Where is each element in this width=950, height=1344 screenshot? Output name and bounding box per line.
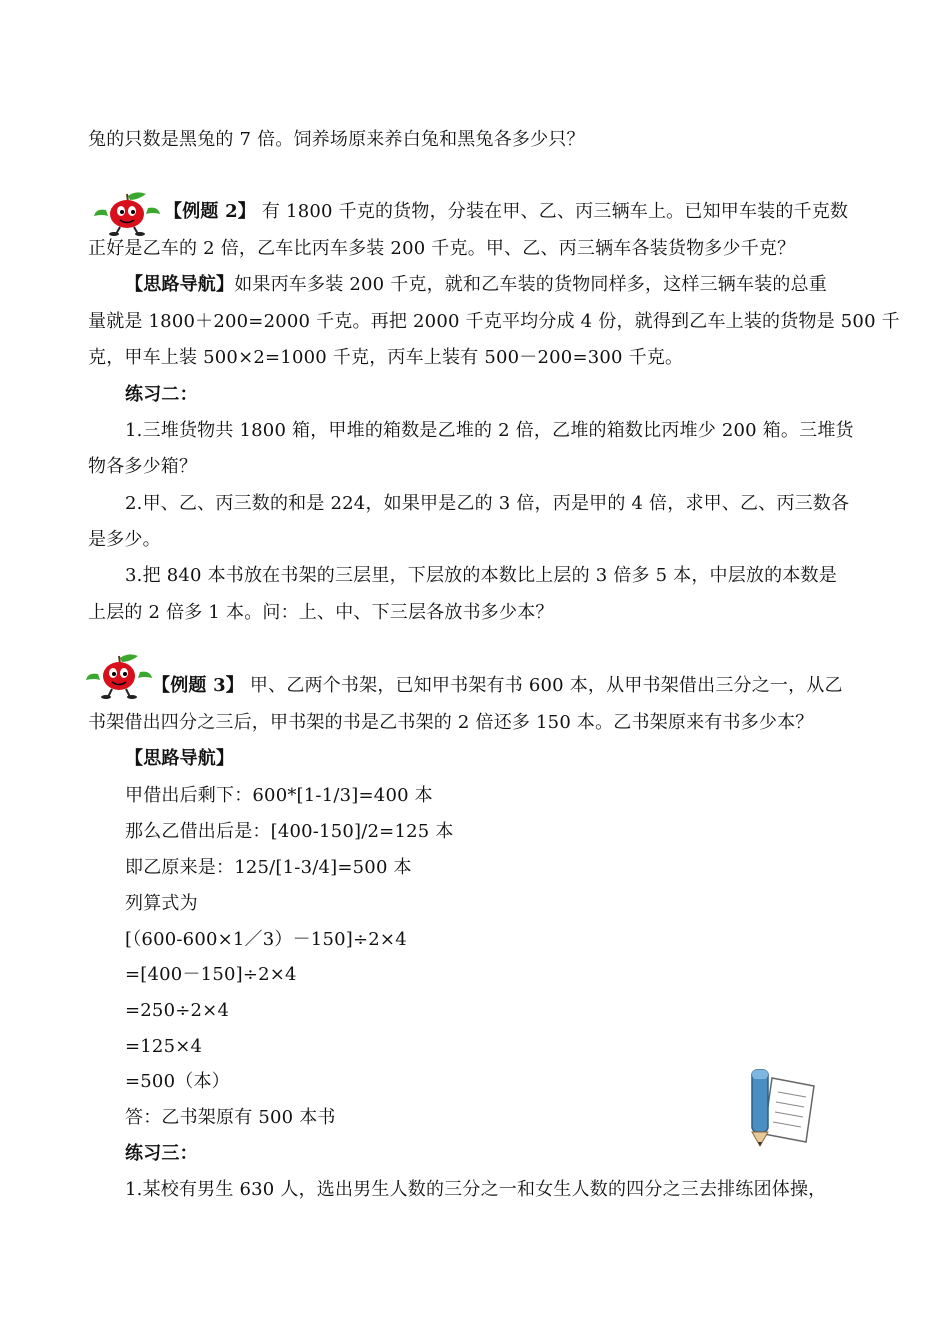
example3-step: 即乙原来是：125/[1-3/4]=500 本 — [125, 857, 412, 878]
example3-line2: 书架借出四分之三后，甲书架的书是乙书架的 2 倍还多 150 本。乙书架原来有书多少本？ — [88, 712, 814, 733]
example2-line2: 正好是乙车的 2 倍，乙车比丙车多装 200 千克。甲、乙、丙三辆车各装货物多少千克？ — [88, 238, 796, 259]
practice2-q2-line1: 2.甲、乙、丙三数的和是 224，如果甲是乙的 3 倍，丙是甲的 4 倍，求甲、乙、丙三数各 — [125, 493, 850, 514]
example2-nav-line3: 克，甲车上装 500×2=1000 千克，丙车上装有 500－200=300 千克。 — [88, 347, 684, 368]
intro-line: 兔的只数是黑兔的 7 倍。饲养场原来养白兔和黑兔各多少只？ — [88, 129, 585, 150]
example3-title: 【例题 3】 — [152, 675, 244, 696]
example3-step: 答：乙书架原有 500 本书 — [125, 1107, 336, 1128]
practice2-title: 练习二： — [125, 384, 198, 405]
practice2-q2-line2: 是多少。 — [88, 529, 161, 550]
example3-nav-label: 【思路导航】 — [125, 748, 235, 769]
example3-text1: 甲、乙两个书架，已知甲书架有书 600 本，从甲书架借出三分之一，从乙 — [244, 675, 843, 696]
practice3-q1-line1: 1.某校有男生 630 人，选出男生人数的三分之一和女生人数的四分之三去排练团体操， — [125, 1179, 827, 1200]
example3-step: 那么乙借出后是：[400-150]/2=125 本 — [125, 821, 454, 842]
example3-step: =125×4 — [125, 1036, 203, 1057]
example2-nav-text1: 如果丙车多装 200 千克，就和乙车装的货物同样多，这样三辆车装的总重 — [234, 274, 827, 295]
example3-step: =250÷2×4 — [125, 1000, 230, 1021]
example2-nav-label: 【思路导航】 — [125, 274, 235, 295]
example2-line1 — [164, 200, 848, 224]
practice2-q3-line2: 上层的 2 倍多 1 本。问：上、中、下三层各放书多少本？ — [88, 602, 554, 623]
example3-step: 列算式为 — [125, 893, 198, 914]
example2-title: 【例题 2】 — [164, 201, 256, 222]
example3-step: [（600-600×1／3）－150]÷2×4 — [125, 929, 407, 950]
example2-nav-line1 — [125, 273, 827, 297]
practice3-title: 练习三： — [125, 1143, 198, 1164]
practice2-q3-line1: 3.把 840 本书放在书架的三层里，下层放的本数比上层的 3 倍多 5 本，中层放的本数是 — [125, 565, 837, 586]
example2-nav-line2: 量就是 1800＋200=2000 千克。再把 2000 千克平均分成 4 份，就得到乙车上装的货物是 500 千 — [88, 311, 900, 332]
practice2-q1-line2: 物各多少箱？ — [88, 456, 198, 477]
pencil-paper-icon — [748, 1064, 820, 1148]
apple-mascot-icon — [86, 650, 152, 700]
example3-line1 — [152, 674, 843, 698]
example3-step: =500（本） — [125, 1071, 230, 1092]
example3-step: 甲借出后剩下：600*[1-1/3]=400 本 — [125, 785, 433, 806]
apple-mascot-icon — [92, 190, 162, 236]
practice2-q1-line1: 1.三堆货物共 1800 箱，甲堆的箱数是乙堆的 2 倍，乙堆的箱数比丙堆少 200 箱。三堆货 — [125, 420, 854, 441]
example2-text1: 有 1800 千克的货物，分装在甲、乙、丙三辆车上。已知甲车装的千克数 — [256, 201, 849, 222]
example3-step: =[400－150]÷2×4 — [125, 964, 297, 985]
